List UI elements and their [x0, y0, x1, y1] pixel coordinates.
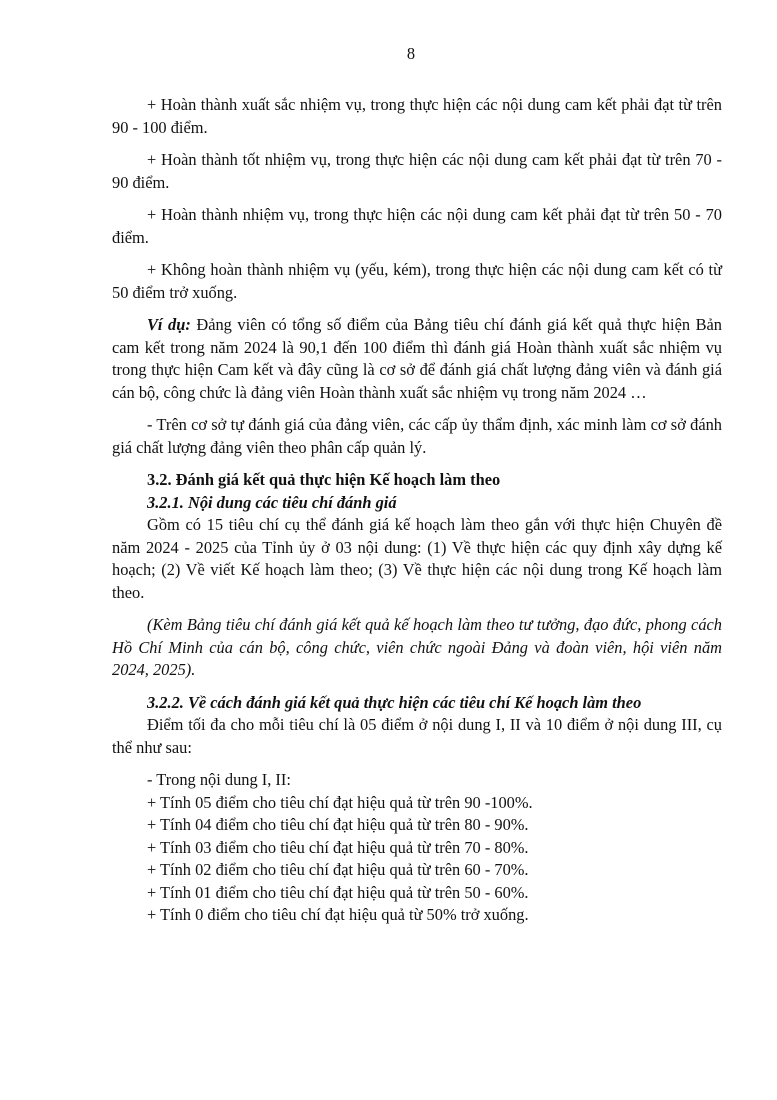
paragraph-excellent: + Hoàn thành xuất sắc nhiệm vụ, trong thực hiện các nội dung cam kết phải đạt từ trên 90 - 100 điểm. [112, 95, 722, 137]
score-item: + Tính 01 điểm cho tiêu chí đạt hiệu quả từ trên 50 - 60%. [147, 882, 529, 902]
paragraph-max-score: Điểm tối đa cho mỗi tiêu chí là 05 điểm ở nội dung I, II và 10 điểm ở nội dung III, cụ thể như sau: [112, 715, 722, 757]
paragraph-content-i-ii: - Trong nội dung I, II: [147, 770, 291, 789]
paragraph-attachment-note: (Kèm Bảng tiêu chí đánh giá kết quả kế hoạch làm theo tư tưởng, đạo đức, phong cách Hồ Chí Minh của cán bộ, công chức, viên chức ngoài Đảng và đoàn viên, hội viên năm 2024, 2025). [112, 615, 722, 679]
score-item: + Tính 04 điểm cho tiêu chí đạt hiệu quả từ trên 80 - 90%. [147, 815, 529, 834]
score-item: + Tính 05 điểm cho tiêu chí đạt hiệu quả từ trên 90 -100%. [147, 792, 533, 812]
paragraph-complete: + Hoàn thành nhiệm vụ, trong thực hiện các nội dung cam kết phải đạt từ trên 50 - 70 điểm. [112, 205, 722, 247]
example-label: Ví dụ: [147, 315, 191, 334]
example-text: Đảng viên có tổng số điểm của Bảng tiêu chí đánh giá kết quả thực hiện Bản cam kết trong năm 2024 là 90,1 đến 100 điểm thì đánh giá Hoàn thành xuất sắc nhiệm vụ trong thực hiện Cam kết và đây cũng là cơ sở để đánh giá chất lượng đảng viên và đánh giá cán bộ, công chức là đảng viên Hoàn thành xuất sắc nhiệm vụ trong năm 2024 … [112, 315, 722, 402]
paragraph-incomplete: + Không hoàn thành nhiệm vụ (yếu, kém), trong thực hiện các nội dung cam kết có từ 50 điểm trở xuống. [112, 260, 722, 302]
section-heading-3-2-2: 3.2.2. Về cách đánh giá kết quả thực hiện các tiêu chí Kế hoạch làm theo [147, 692, 642, 712]
page-number: 8 [406, 44, 416, 63]
section-heading-3-2-1: 3.2.1. Nội dung các tiêu chí đánh giá [147, 492, 397, 512]
paragraph-criteria: Gồm có 15 tiêu chí cụ thể đánh giá kế hoạch làm theo gắn với thực hiện Chuyên đề năm 2024 - 2025 của Tỉnh ủy ở 03 nội dung: (1) Về thực hiện các quy định xây dựng kế hoạch; (2) Về viết Kế hoạch làm theo; (3) Về thực hiện các nội dung trong Kế hoạch làm theo. [112, 515, 722, 602]
section-heading-3-2: 3.2. Đánh giá kết quả thực hiện Kế hoạch làm theo [147, 470, 501, 489]
document-page [112, 44, 722, 927]
paragraph-verification: - Trên cơ sở tự đánh giá của đảng viên, các cấp ủy thẩm định, xác minh làm cơ sở đánh giá chất lượng đảng viên theo phân cấp quản lý. [112, 415, 722, 457]
score-item: + Tính 02 điểm cho tiêu chí đạt hiệu quả từ trên 60 - 70%. [147, 860, 529, 879]
score-item: + Tính 03 điểm cho tiêu chí đạt hiệu quả từ trên 70 - 80%. [147, 837, 529, 857]
paragraph-good: + Hoàn thành tốt nhiệm vụ, trong thực hiện các nội dung cam kết phải đạt từ trên 70 - 90 điểm. [112, 150, 722, 192]
paragraph-example [112, 314, 722, 404]
score-item: + Tính 0 điểm cho tiêu chí đạt hiệu quả từ 50% trở xuống. [147, 905, 529, 924]
